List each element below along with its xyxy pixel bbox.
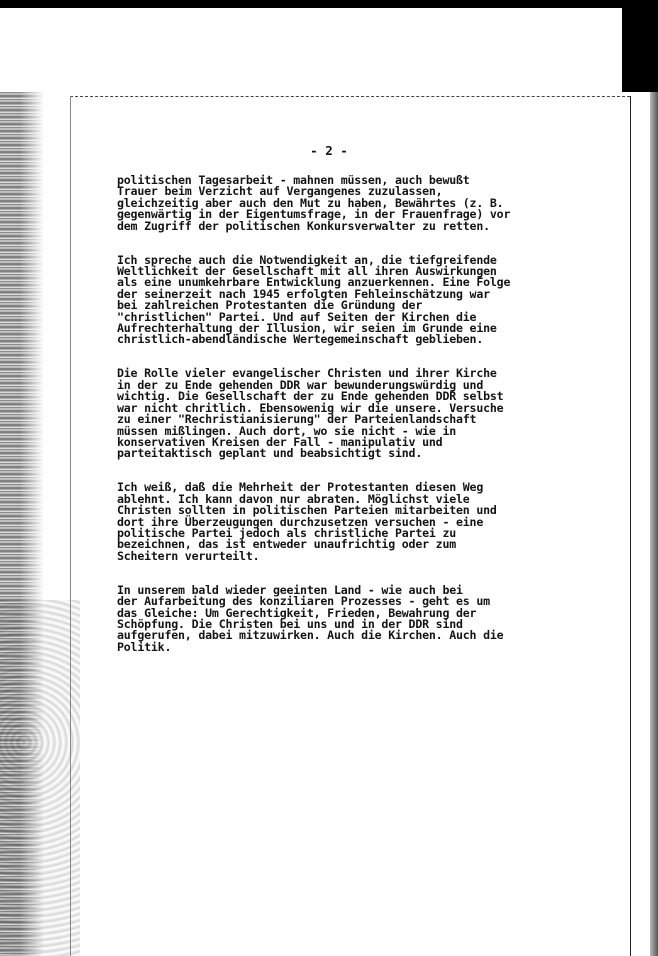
text-line: konservativen Kreisen der Fall - manipulativ und <box>117 434 443 449</box>
text-line: ablehnt. Ich kann davon nur abraten. Möglichst viele <box>117 491 470 506</box>
text-line: Schöpfung. Die Christen bei uns und in der DDR sind <box>117 616 463 631</box>
paragraph-3 <box>117 368 547 459</box>
text-line: in der zu Ende gehenden DDR war bewunderungswürdig und <box>117 377 484 392</box>
text-line: der seinerzeit nach 1945 erfolgten Fehleinschätzung war <box>117 286 490 301</box>
text-line: gegenwärtig in der Eigentumsfrage, in der Frauenfrage) vor <box>117 207 511 222</box>
page-edge-right <box>630 96 632 956</box>
paragraph-2 <box>117 252 547 347</box>
text-line: Trauer beim Verzicht auf Vergangenes zuzulassen, <box>117 184 443 199</box>
page-number: - 2 - <box>310 143 348 158</box>
scan-border-top <box>0 0 658 8</box>
text-line: bezeichnen, das ist entweder unaufrichtig oder zum <box>117 537 457 552</box>
text-line: Ich spreche auch die Notwendigkeit an, die tiefgreifende <box>117 252 497 267</box>
text-line: das Gleiche: Um Gerechtigkeit, Frieden, Bewahrung der <box>117 605 477 620</box>
text-line: Aufrechterhaltung der Illusion, wir seien im Grunde eine <box>117 321 497 336</box>
text-line: wichtig. Die Gesellschaft der zu Ende gehenden DDR selbst <box>117 389 504 404</box>
paragraph-1 <box>117 175 547 232</box>
scan-border-right-strip <box>650 92 658 956</box>
text-line: christlich-abendländische Wertegemeinschaft geblieben. <box>117 332 484 347</box>
page-edge-top <box>70 96 630 98</box>
text-line: Ich weiß, daß die Mehrheit der Protestanten diesen Weg <box>117 480 484 495</box>
text-line: politischen Tagesarbeit - mahnen müssen, auch bewußt <box>117 173 470 187</box>
text-line: dort ihre Überzeugungen durchzusetzen versuchen - eine <box>117 514 484 529</box>
text-line: als eine unumkehrbare Entwicklung anzuerkennen. Eine Folge <box>117 275 511 290</box>
text-line: In unserem bald wieder geeinten Land - wie auch bei <box>117 582 463 597</box>
text-line: Weltlichkeit der Gesellschaft mit all ihren Auswirkungen <box>117 264 497 279</box>
text-line: politische Partei jedoch als christliche Partei zu <box>117 525 457 540</box>
text-line: "christlichen" Partei. Und auf Seiten der Kirchen die <box>117 309 477 324</box>
text-line: Christen sollten in politischen Parteien mitarbeiten und <box>117 503 497 518</box>
text-line: bei zahlreichen Protestanten die Gründung der <box>117 298 423 313</box>
text-line: Politik. <box>117 639 172 654</box>
text-line: gleichzeitig aber auch den Mut zu haben, Bewährtes (z. B. <box>117 195 504 210</box>
page-edge-left <box>70 96 72 956</box>
paragraph-4 <box>117 482 547 562</box>
document-body <box>117 175 547 676</box>
scan-noise-left-lower <box>0 600 80 956</box>
text-line: dem Zugriff der politischen Konkursverwalter zu retten. <box>117 218 490 233</box>
text-line: der Aufarbeitung des konziliaren Prozesses - geht es um <box>117 594 490 609</box>
scan-border-right <box>622 0 658 92</box>
text-line: Scheitern verurteilt. <box>117 548 260 563</box>
text-line: müssen mißlingen. Auch dort, wo sie nicht - wie in <box>117 423 457 438</box>
text-line: zu einer "Rechristianisierung" der Parteienlandschaft <box>117 412 477 427</box>
text-line: war nicht chritlich. Ebensowenig wir die unsere. Versuche <box>117 400 504 415</box>
text-line: aufgerufen, dabei mitzuwirken. Auch die Kirchen. Auch die <box>117 628 504 643</box>
text-line: Die Rolle vieler evangelischer Christen und ihrer Kirche <box>117 366 497 381</box>
paragraph-5 <box>117 582 547 654</box>
text-line: parteitaktisch geplant und beabsichtigt sind. <box>117 446 423 461</box>
